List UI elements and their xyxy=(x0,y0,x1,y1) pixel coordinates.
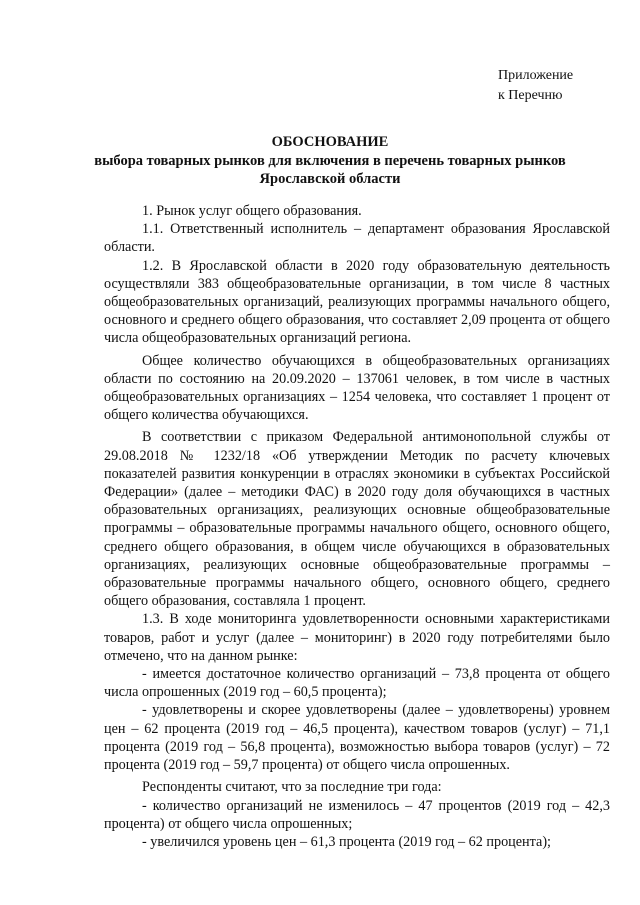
paragraph-5: В соответствии с приказом Федеральной антимонопольной службы от 29.08.2018 № 1232/18 «Об утверждении Методик по расчету ключевых показателей развития конкуренции в отраслях экономики в субъектах Российской Федерации» (далее – методики ФАС) в 2020 году доля обучающихся в частных образовательных организациях, реализующих основные общеобразовательные программы – образовательные программы начального общего, основного общего, среднего общего образования, в общем числе обучающихся в образовательных организациях, реализующих основные общеобразовательные программы – образовательные программы начального общего, основного общего, среднего общего образования, составляла 1 процент. xyxy=(104,429,610,610)
paragraph-1: 1. Рынок услуг общего образования. xyxy=(142,203,362,219)
title-line-2: выбора товарных рынков для включения в перечень товарных рынков xyxy=(94,152,566,169)
paragraph-10: - количество организаций не изменилось – 47 процентов (2019 год – 42,3 процента) от общего числа опрошенных; xyxy=(104,797,610,832)
title-line-3: Ярославской области xyxy=(259,171,401,187)
paragraph-7: - имеется достаточное количество организаций – 73,8 процента от общего числа опрошенных (2019 год – 60,5 процента); xyxy=(104,666,610,701)
paragraph-2: 1.1. Ответственный исполнитель – департамент образования Ярославской области. xyxy=(104,221,610,256)
paragraph-11: - увеличился уровень цен – 61,3 процента (2019 год – 62 процента); xyxy=(142,833,551,850)
paragraph-4: Общее количество обучающихся в общеобразовательных организациях области по состоянию на 20.09.2020 – 137061 человек, в том числе в частных общеобразовательных организациях – 1254 человека, что составляет 1 процент от общего количества обучающихся. xyxy=(104,352,610,424)
document-title xyxy=(60,133,600,189)
appendix-line-1: Приложение xyxy=(498,68,574,83)
appendix-note xyxy=(498,66,573,106)
paragraph-3: 1.2. В Ярославской области в 2020 году образовательную деятельность осуществляли 383 общеобразовательные организации, в том числе 8 частных общеобразовательных организаций, реализующих программы начального общего, основного и среднего общего образования, что составляет 2,09 процента от общего числа общеобразовательных организаций региона. xyxy=(104,257,610,347)
appendix-line-2: к Перечню xyxy=(498,88,563,103)
document-body xyxy=(104,202,610,851)
paragraph-6: 1.3. В ходе мониторинга удовлетворенности основными характеристиками товаров, работ и услуг (далее – мониторинг) в 2020 году потребителями было отмечено, что на данном рынке: xyxy=(104,611,610,664)
paragraph-8: - удовлетворены и скорее удовлетворены (далее – удовлетворены) уровнем цен – 62 процента (2019 год – 46,5 процента), качеством товаров (услуг) – 71,1 процента (2019 год – 56,8 процента), возможностью выбора товаров (услуг) – 72 процента (2019 год – 59,7 процента) от общего числа опрошенных. xyxy=(104,702,610,774)
paragraph-9: Респонденты считают, что за последние три года: xyxy=(142,779,442,796)
title-line-1: ОБОСНОВАНИЕ xyxy=(271,134,389,150)
